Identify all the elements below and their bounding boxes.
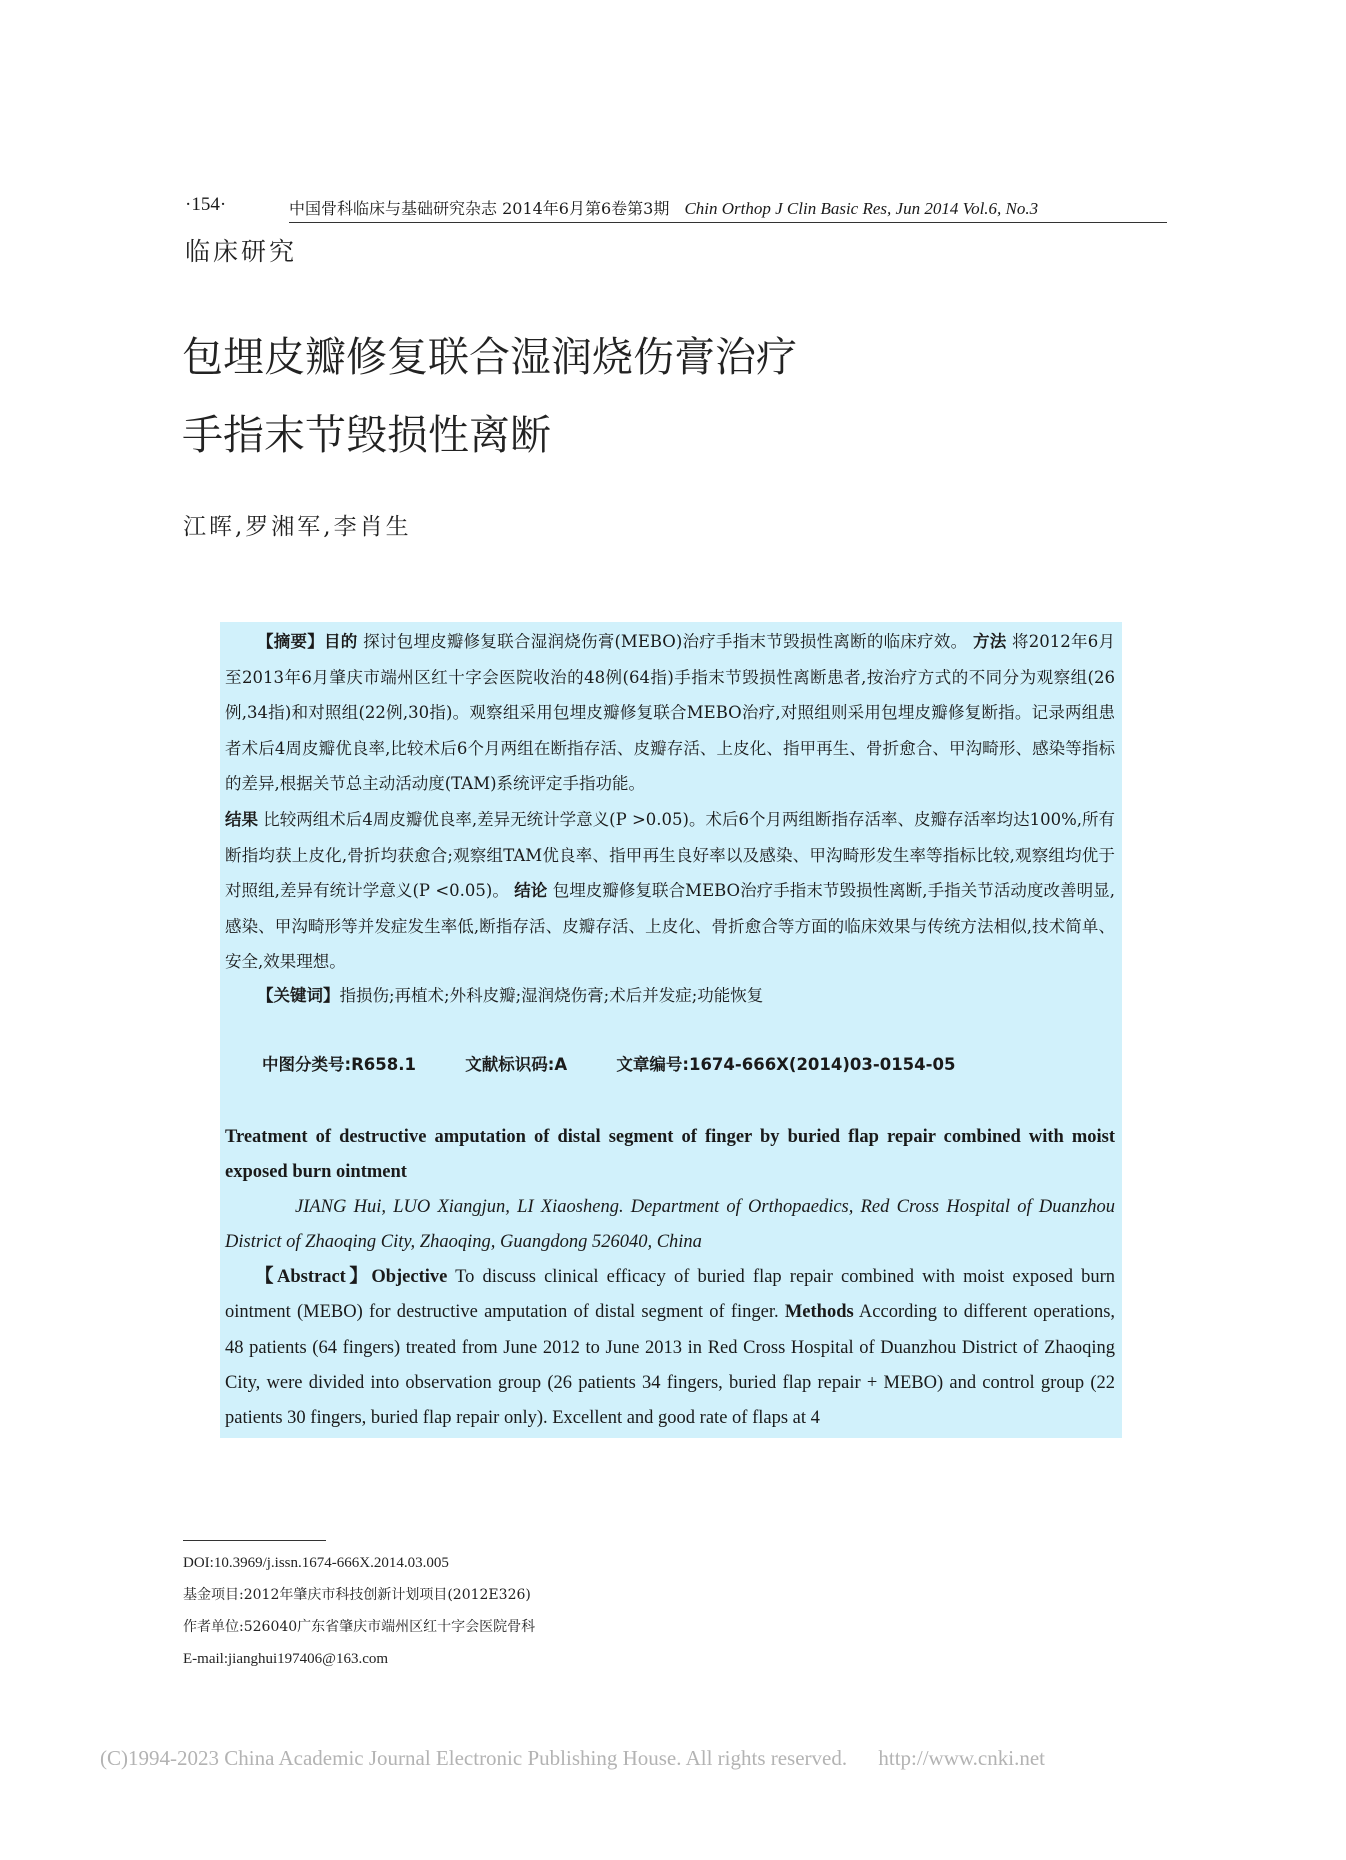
en-methods-label: Methods <box>784 1302 854 1323</box>
en-objective-text: To discuss clinical efficacy of buried flap repair combined with moist exposed burn ointment (MEBO) for destructive amputation of distal segment of finger. <box>225 1267 1116 1323</box>
keywords-text: 指损伤;再植术;外科皮瓣;湿润烧伤膏;术后并发症;功能恢复 <box>339 986 764 1005</box>
objective-label: 目的 <box>324 632 358 651</box>
doi-line: DOI:10.3969/j.issn.1674-666X.2014.03.005 <box>183 1555 449 1571</box>
en-abstract-label: 【Abstract】 <box>255 1267 372 1287</box>
clc-number: 中图分类号:R658.1 <box>262 1055 416 1074</box>
journal-name-zh: 中国骨科临床与基础研究杂志 2014年6月第6卷第3期 <box>289 199 670 218</box>
objective-text: 探讨包埋皮瓣修复联合湿润烧伤膏(MEBO)治疗手指末节毁损性离断的临床疗效。 <box>363 632 968 651</box>
classification-line <box>262 1051 999 1075</box>
en-objective-label: Objective <box>371 1267 448 1287</box>
english-title: Treatment of destructive amputation of distal segment of finger by buried flap repair combined with moist exposed burn ointment <box>225 1127 1115 1182</box>
en-methods-text: According to different operations, 48 patients (64 fingers) treated from June 2012 to June 2013 in Red Cross Hospital of Duanzhou District of Zhaoqing City, were divided into observation group (26 patients 34 fingers, buried flap repair + MEBO) and control group (22 patients 30 fingers, buried flap repair only). Excellent and good rate of flaps at 4 <box>225 1302 1116 1429</box>
footnotes <box>183 1547 535 1675</box>
document-code: 文献标识码:A <box>465 1055 568 1074</box>
results-text: 比较两组术后4周皮瓣优良率,差异无统计学意义(P >0.05)。术后6个月两组断指存活率、皮瓣存活率均达100%,所有断指均获上皮化,骨折均获愈合;观察组TAM优良率、指甲再生良好率以及感染、甲沟畸形发生率等指标比较,观察组均优于对照组,差异有统计学意义(P <0.05)。 <box>225 809 1116 901</box>
title-line-1: 包埋皮瓣修复联合湿润烧伤膏治疗 <box>182 333 797 381</box>
abstract-zh <box>225 624 1115 980</box>
journal-name-en: Chin Orthop J Clin Basic Res, Jun 2014 Vol.6, No.3 <box>684 199 1039 218</box>
page-number: ·154· <box>185 194 227 215</box>
article-title <box>182 318 797 474</box>
methods-text: 将2012年6月至2013年6月肇庆市端州区红十字会医院收治的48例(64指)手指末节毁损性离断患者,按治疗方式的不同分为观察组(26例,34指)和对照组(22例,30指)。观察组采用包埋皮瓣修复联合MEBO治疗,对照组则采用包埋皮瓣修复断指。记录两组患者术后4周皮瓣优良率,比较术后6个月两组在断指存活、皮瓣存活、上皮化、指甲再生、骨折愈合、甲沟畸形、感染等指标的差异,根据关节总主动活动度(TAM)系统评定手指功能。 <box>225 632 1116 794</box>
journal-running-head <box>289 196 1167 223</box>
keywords-label: 【关键词】 <box>257 986 340 1005</box>
article-number: 文章编号:1674-666X(2014)03-0154-05 <box>616 1055 956 1074</box>
english-abstract <box>225 1260 1115 1436</box>
conclusion-label: 结论 <box>514 881 548 901</box>
copyright-notice <box>100 1746 1045 1771</box>
abstract-label: 【摘要】 <box>257 632 325 651</box>
authors: 江晖,罗湘军,李肖生 <box>183 514 412 540</box>
keywords <box>257 978 1117 1014</box>
conclusion-text: 包埋皮瓣修复联合MEBO治疗手指末节毁损性离断,手指关节活动度改善明显,感染、甲沟畸形等并发症发生率低,断指存活、皮瓣存活、上皮化、骨折愈合等方面的临床效果与传统方法相似,技术简单、安全,效果理想。 <box>225 881 1116 972</box>
methods-label: 方法 <box>972 632 1007 651</box>
running-header <box>185 194 1167 222</box>
fund-line: 基金项目:2012年肇庆市科技创新计划项目(2012E326) <box>183 1587 531 1603</box>
results-label: 结果 <box>225 809 259 829</box>
copyright-text: (C)1994-2023 China Academic Journal Electronic Publishing House. All rights reserved. <box>100 1746 848 1770</box>
footnote-rule <box>183 1540 326 1541</box>
section-label: 临床研究 <box>185 237 298 266</box>
affiliation-line: 作者单位:526040广东省肇庆市端州区红十字会医院骨科 <box>183 1619 536 1635</box>
email-line: E-mail:jianghui197406@163.com <box>183 1651 389 1667</box>
cnki-link[interactable]: http://www.cnki.net <box>878 1746 1045 1770</box>
title-line-2: 手指末节毁损性离断 <box>182 411 551 459</box>
english-authors-affiliation: JIANG Hui, LUO Xiangjun, LI Xiaosheng. Department of Orthopaedics, Red Cross Hospital of Duanzhou District of Zhaoqing City, Zhaoqing, Guangdong 526040, China <box>225 1197 1115 1252</box>
